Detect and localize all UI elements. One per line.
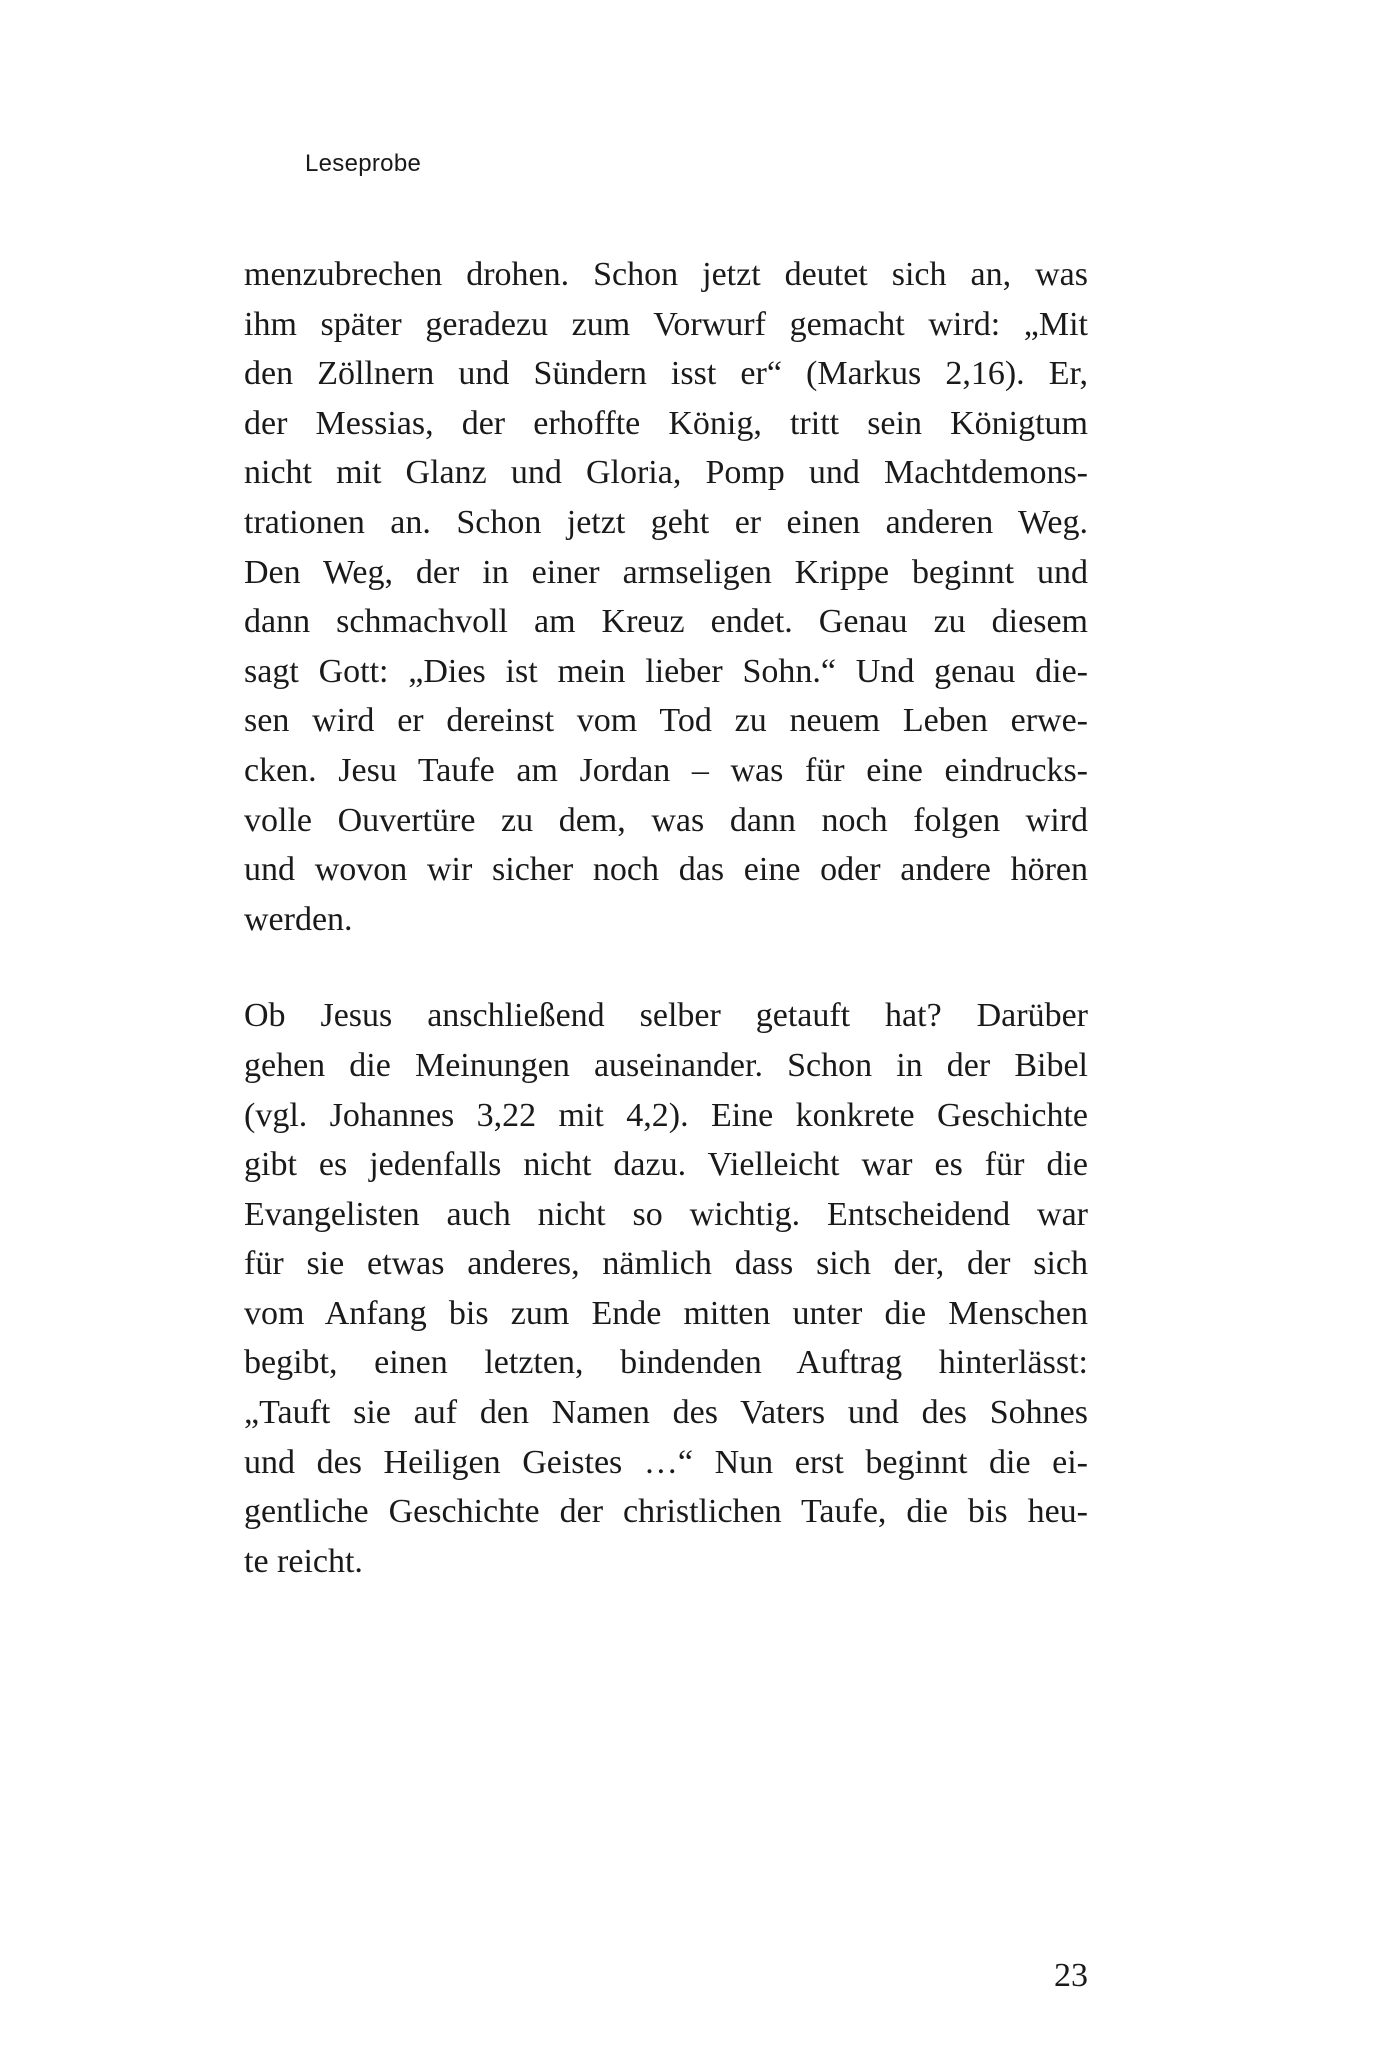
paragraph-gap bbox=[244, 944, 1088, 991]
running-head: Leseprobe bbox=[305, 150, 422, 177]
text-line: Evangelisten auch nicht so wichtig. Entscheidend war bbox=[244, 1195, 1088, 1233]
text-line: te reicht. bbox=[244, 1542, 363, 1580]
text-line: vom Anfang bis zum Ende mitten unter die Menschen bbox=[244, 1294, 1088, 1332]
text-line: nicht mit Glanz und Gloria, Pomp und Machtdemons- bbox=[244, 454, 1088, 492]
text-line: trationen an. Schon jetzt geht er einen anderen Weg. bbox=[244, 503, 1088, 541]
text-line: (vgl. Johannes 3,22 mit 4,2). Eine konkrete Geschichte bbox=[244, 1096, 1088, 1134]
text-line: Ob Jesus anschließend selber getauft hat? Darüber bbox=[244, 997, 1088, 1035]
text-line: ihm später geradezu zum Vorwurf gemacht wird: „Mit bbox=[244, 305, 1088, 343]
page-number: 23 bbox=[1054, 1957, 1088, 1994]
text-line: für sie etwas anderes, nämlich dass sich der, der sich bbox=[244, 1245, 1088, 1283]
text-line: begibt, einen letzten, bindenden Auftrag hinterlässt: bbox=[244, 1344, 1088, 1382]
text-line: und wovon wir sicher noch das eine oder andere hören bbox=[244, 851, 1088, 889]
text-line: menzubrechen drohen. Schon jetzt deutet sich an, was bbox=[244, 256, 1088, 293]
text-line: werden. bbox=[244, 900, 353, 938]
text-line: gehen die Meinungen auseinander. Schon in der Bibel bbox=[244, 1046, 1088, 1084]
text-line: sen wird er dereinst vom Tod zu neuem Leben erwe- bbox=[244, 702, 1088, 740]
paragraph-2 bbox=[244, 991, 1088, 1586]
text-line: der Messias, der erhoffte König, tritt sein Königtum bbox=[244, 404, 1088, 442]
body-text bbox=[244, 250, 1088, 1586]
text-line: „Tauft sie auf den Namen des Vaters und des Sohnes bbox=[244, 1394, 1088, 1432]
text-line: den Zöllnern und Sündern isst er“ (Markus 2,16). Er, bbox=[244, 355, 1088, 393]
text-line: dann schmachvoll am Kreuz endet. Genau zu diesem bbox=[244, 603, 1088, 641]
paragraph-1 bbox=[244, 250, 1088, 944]
text-line: Den Weg, der in einer armseligen Krippe beginnt und bbox=[244, 553, 1088, 591]
text-line: volle Ouvertüre zu dem, was dann noch folgen wird bbox=[244, 801, 1088, 839]
text-line: cken. Jesu Taufe am Jordan – was für eine eindrucks- bbox=[244, 751, 1088, 789]
text-line: gentliche Geschichte der christlichen Taufe, die bis heu- bbox=[244, 1493, 1088, 1531]
text-line: sagt Gott: „Dies ist mein lieber Sohn.“ Und genau die- bbox=[244, 652, 1088, 690]
text-line: gibt es jedenfalls nicht dazu. Vielleicht war es für die bbox=[244, 1146, 1088, 1184]
text-line: und des Heiligen Geistes …“ Nun erst beginnt die ei- bbox=[244, 1443, 1088, 1481]
